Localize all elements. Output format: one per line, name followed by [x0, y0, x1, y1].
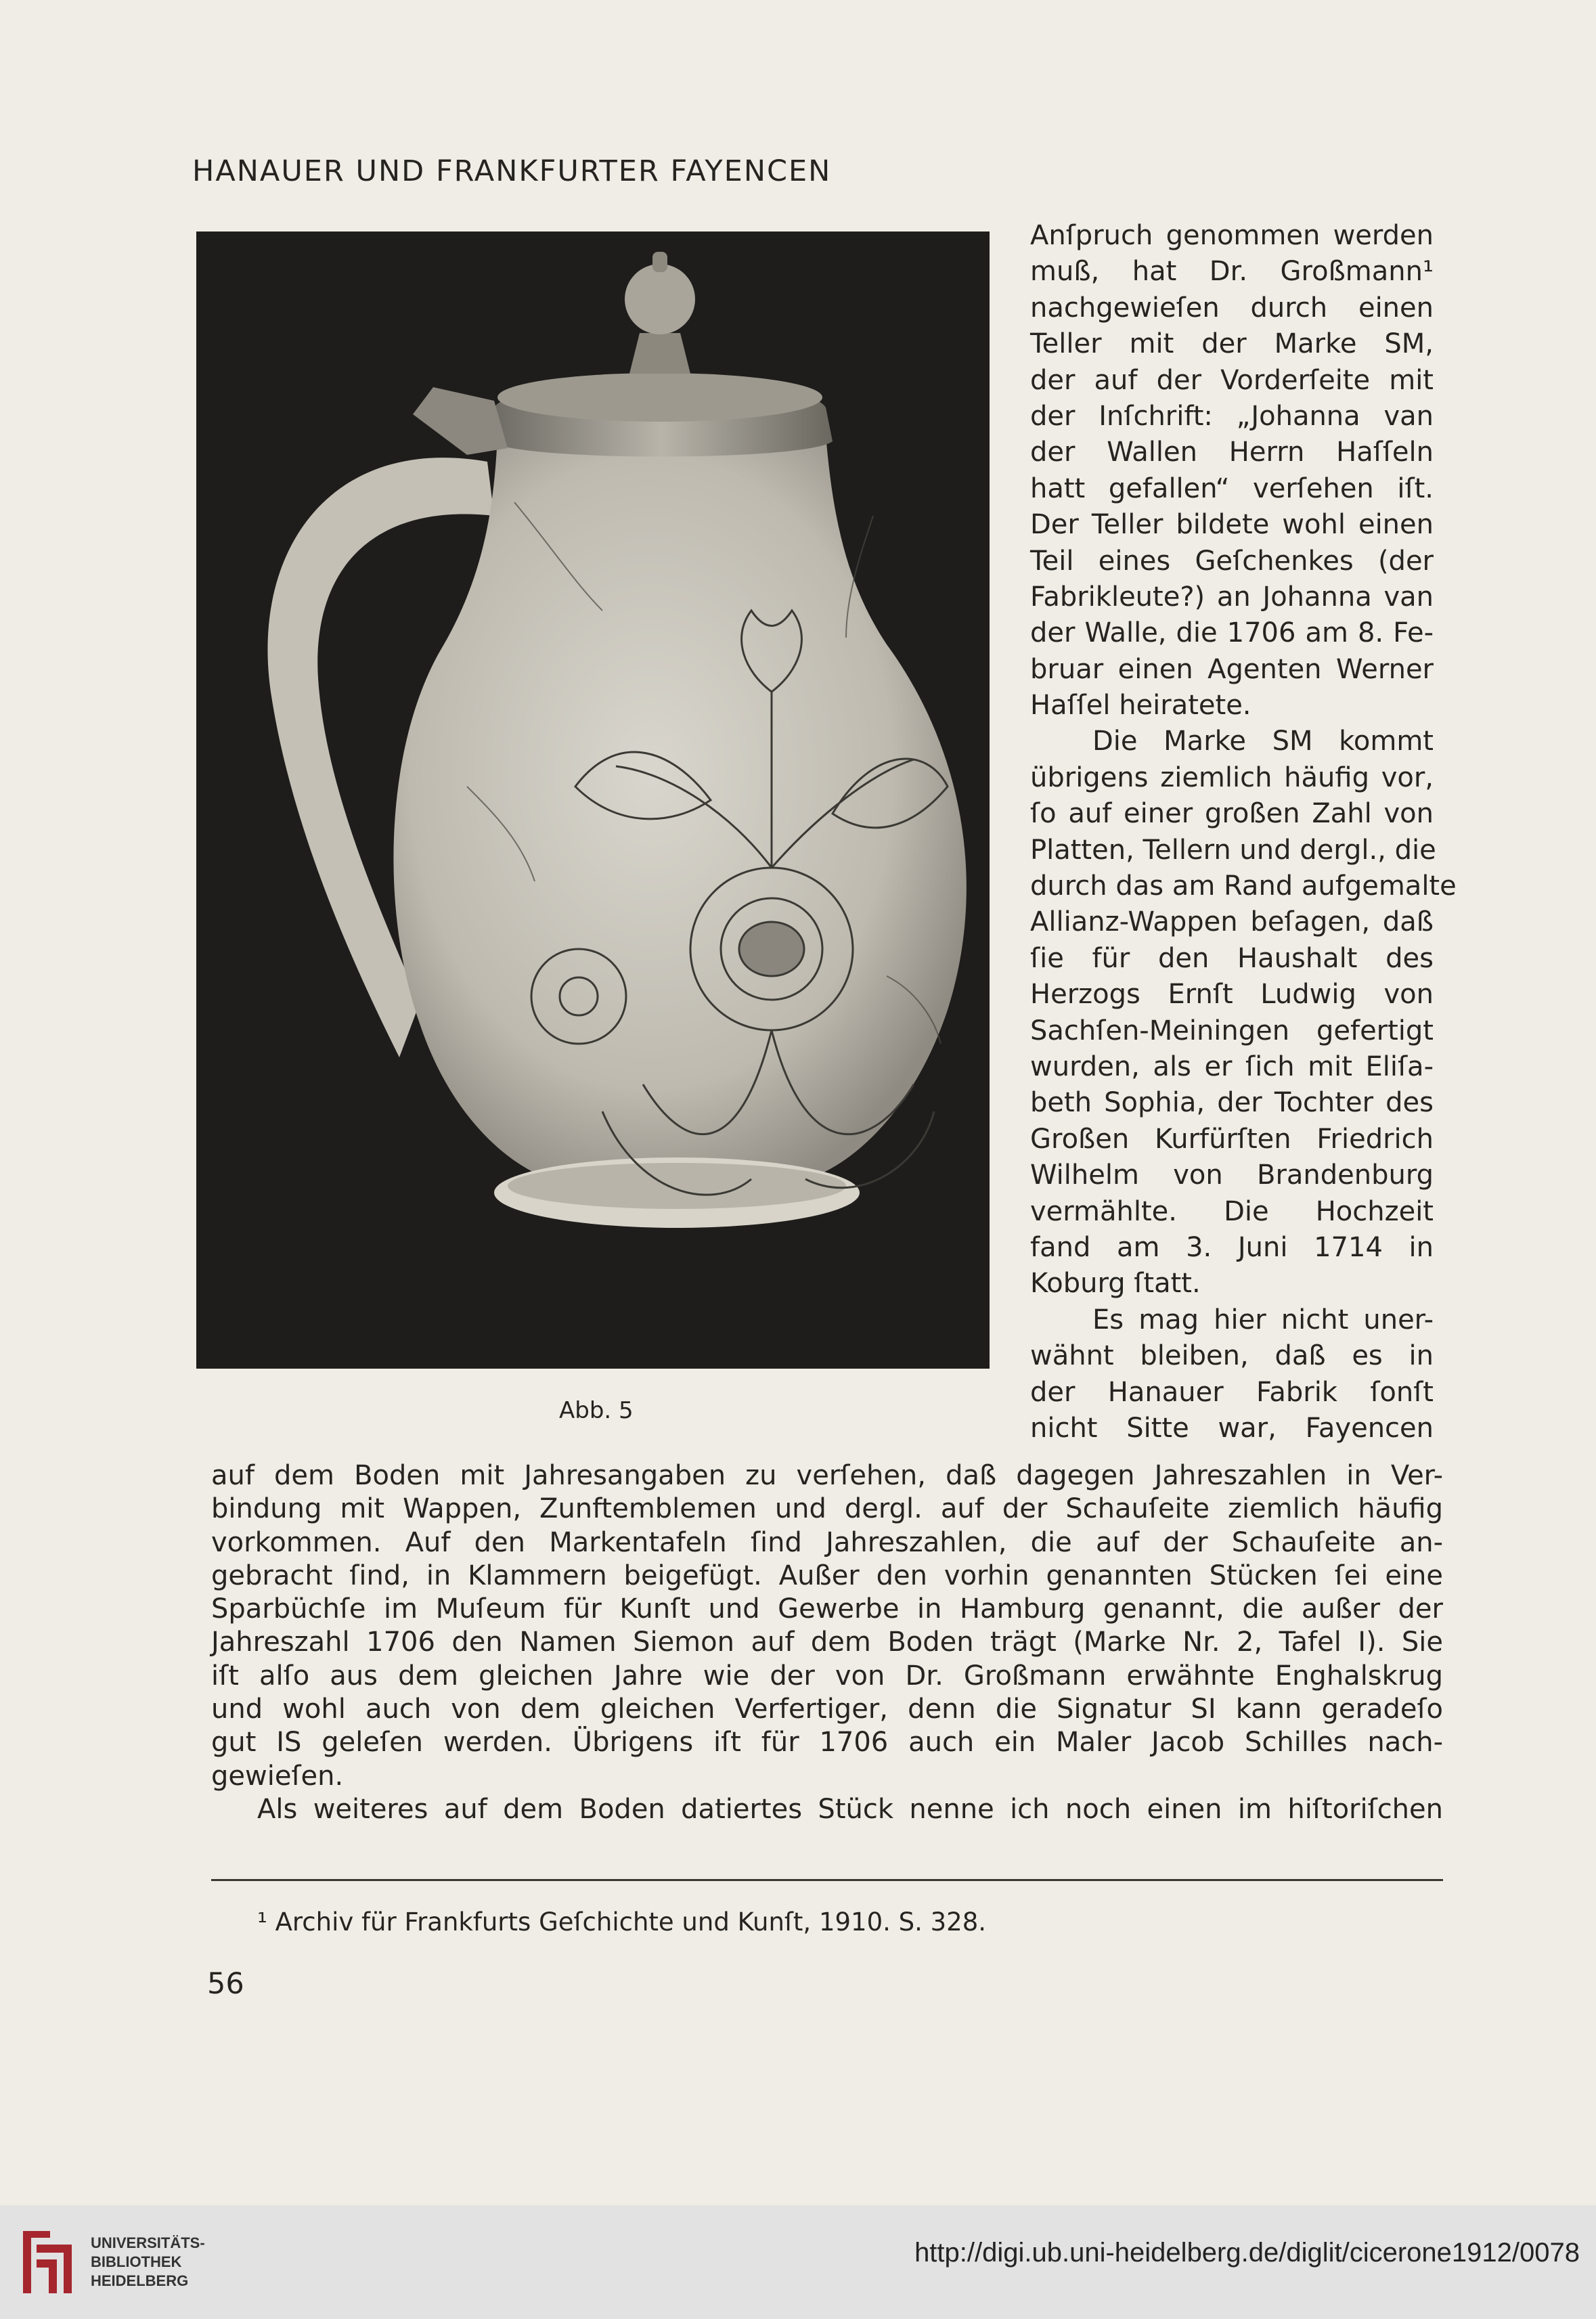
text-line: Die Marke SM kommt — [1092, 726, 1434, 757]
library-name-line: UNIVERSITÄTS- — [91, 2234, 205, 2251]
text-line: und wohl auch von dem gleichen Verfertiger, denn die Signatur SI kann geradeſo — [211, 1694, 1443, 1725]
library-name-line: HEIDELBERG — [91, 2272, 189, 2289]
text-line: fand am 3. Juni 1714 in — [1030, 1231, 1434, 1263]
text-line: iſt alſo aus dem gleichen Jahre wie der von Dr. Großmann erwähnte Enghalskrug — [211, 1660, 1443, 1692]
text-line: Großen Kurfürſten Friedrich — [1030, 1123, 1434, 1155]
text-line: vorkommen. Auf den Markentafeln ſind Jahreszahlen, die auf der Schauſeite an- — [211, 1526, 1443, 1558]
text-line: Wilhelm von Brandenburg — [1030, 1160, 1434, 1191]
text-line: vermählte. Die Hochzeit — [1030, 1195, 1434, 1227]
right-column-text — [1030, 218, 1457, 1446]
figure-caption: Abb. 5 — [559, 1397, 634, 1424]
text-line: gut IS geleſen werden. Übrigens iſt für 1706 auch ein Maler Jacob Schilles nach- — [211, 1727, 1443, 1759]
library-name-line: BIBLIOTHEK — [91, 2253, 182, 2270]
text-line: übrigens ziemlich häufig vor, — [1030, 761, 1434, 793]
text-line: Allianz-Wappen beſagen, daß — [1030, 906, 1434, 938]
library-name — [91, 2234, 205, 2291]
text-line: nachgewieſen durch einen — [1030, 292, 1434, 324]
text-line: bindung mit Wappen, Zunftemblemen und dergl. auf der Schauſeite ziemlich häufig — [211, 1493, 1443, 1525]
text-line: Platten, Tellern und dergl., die — [1030, 834, 1436, 866]
text-line: wähnt bleiben, daß es in — [1030, 1340, 1434, 1372]
text-line: Anſpruch genommen werden — [1030, 220, 1434, 251]
text-line: auf dem Boden mit Jahresangaben zu verſehen, daß dagegen Jahreszahlen in Ver- — [211, 1460, 1443, 1491]
text-line: Koburg ſtatt. — [1030, 1268, 1201, 1300]
text-line: der Wallen Herrn Haſſeln — [1030, 437, 1434, 468]
footnote-divider — [211, 1879, 1443, 1881]
text-line: bruar einen Agenten Werner — [1030, 653, 1434, 685]
text-line: wurden, als er ſich mit Eliſa- — [1030, 1051, 1434, 1082]
text-line: der Walle, die 1706 am 8. Fe- — [1030, 617, 1434, 649]
text-line: ſie für den Haushalt des — [1030, 942, 1434, 974]
text-line: Es mag hier nicht uner- — [1092, 1304, 1434, 1335]
text-line: nicht Sitte war, Fayencen — [1030, 1412, 1434, 1444]
text-line: Sparbüchſe im Muſeum für Kunſt und Gewerbe in Hamburg genannt, die außer der — [211, 1593, 1443, 1625]
text-line: Als weiteres auf dem Boden datiertes Stück nenne ich noch einen im hiſtoriſchen — [257, 1793, 1443, 1825]
source-url-link[interactable]: http://digi.ub.uni-heidelberg.de/diglit/cicerone1912/0078 — [914, 2238, 1580, 2268]
text-line: der auf der Vorderſeite mit — [1030, 364, 1434, 396]
text-line: hatt gefallen“ verſehen iſt. — [1030, 472, 1434, 504]
full-width-text — [211, 1459, 1443, 1826]
text-line: Fabrikleute?) an Johanna van — [1030, 581, 1434, 613]
text-line: Der Teller bildete wohl einen — [1030, 509, 1434, 541]
text-line: beth Sophia, der Tochter des — [1030, 1087, 1434, 1119]
text-line: Herzogs Ernſt Ludwig von — [1030, 979, 1434, 1011]
text-line: gewieſen. — [211, 1760, 344, 1792]
text-line: Sachſen-Meiningen gefertigt — [1030, 1015, 1434, 1046]
text-line: muß, hat Dr. Großmann¹ — [1030, 256, 1434, 288]
text-line: der Hanauer Fabrik ſonſt — [1030, 1376, 1434, 1408]
jug-photograph — [196, 231, 990, 1369]
text-line: gebracht ſind, in Klammern beigefügt. Außer den vorhin genannten Stücken ſei eine — [211, 1560, 1443, 1591]
text-line: der Inſchrift: „Johanna van — [1030, 400, 1434, 432]
running-title: HANAUER UND FRANKFURTER FAYENCEN — [192, 154, 832, 188]
footnote: ¹ Archiv für Frankfurts Geſchichte und Kunſt, 1910. S. 328. — [257, 1907, 987, 1937]
text-line: Jahreszahl 1706 den Namen Siemon auf dem Boden trägt (Marke Nr. 2, Tafel I). Sie — [211, 1627, 1443, 1658]
text-line: durch das am Rand aufgemalte — [1030, 870, 1457, 902]
text-line: Haſſel heiratete. — [1030, 690, 1251, 722]
page-number: 56 — [207, 1967, 244, 2001]
university-library-logo-icon — [16, 2224, 79, 2300]
digitization-footer — [0, 2205, 1596, 2319]
text-line: ſo auf einer großen Zahl von — [1030, 798, 1434, 830]
text-line: Teller mit der Marke SM, — [1030, 328, 1434, 360]
faience-jug-image — [196, 231, 990, 1369]
text-line: Teil eines Geſchenkes (der — [1030, 545, 1434, 577]
